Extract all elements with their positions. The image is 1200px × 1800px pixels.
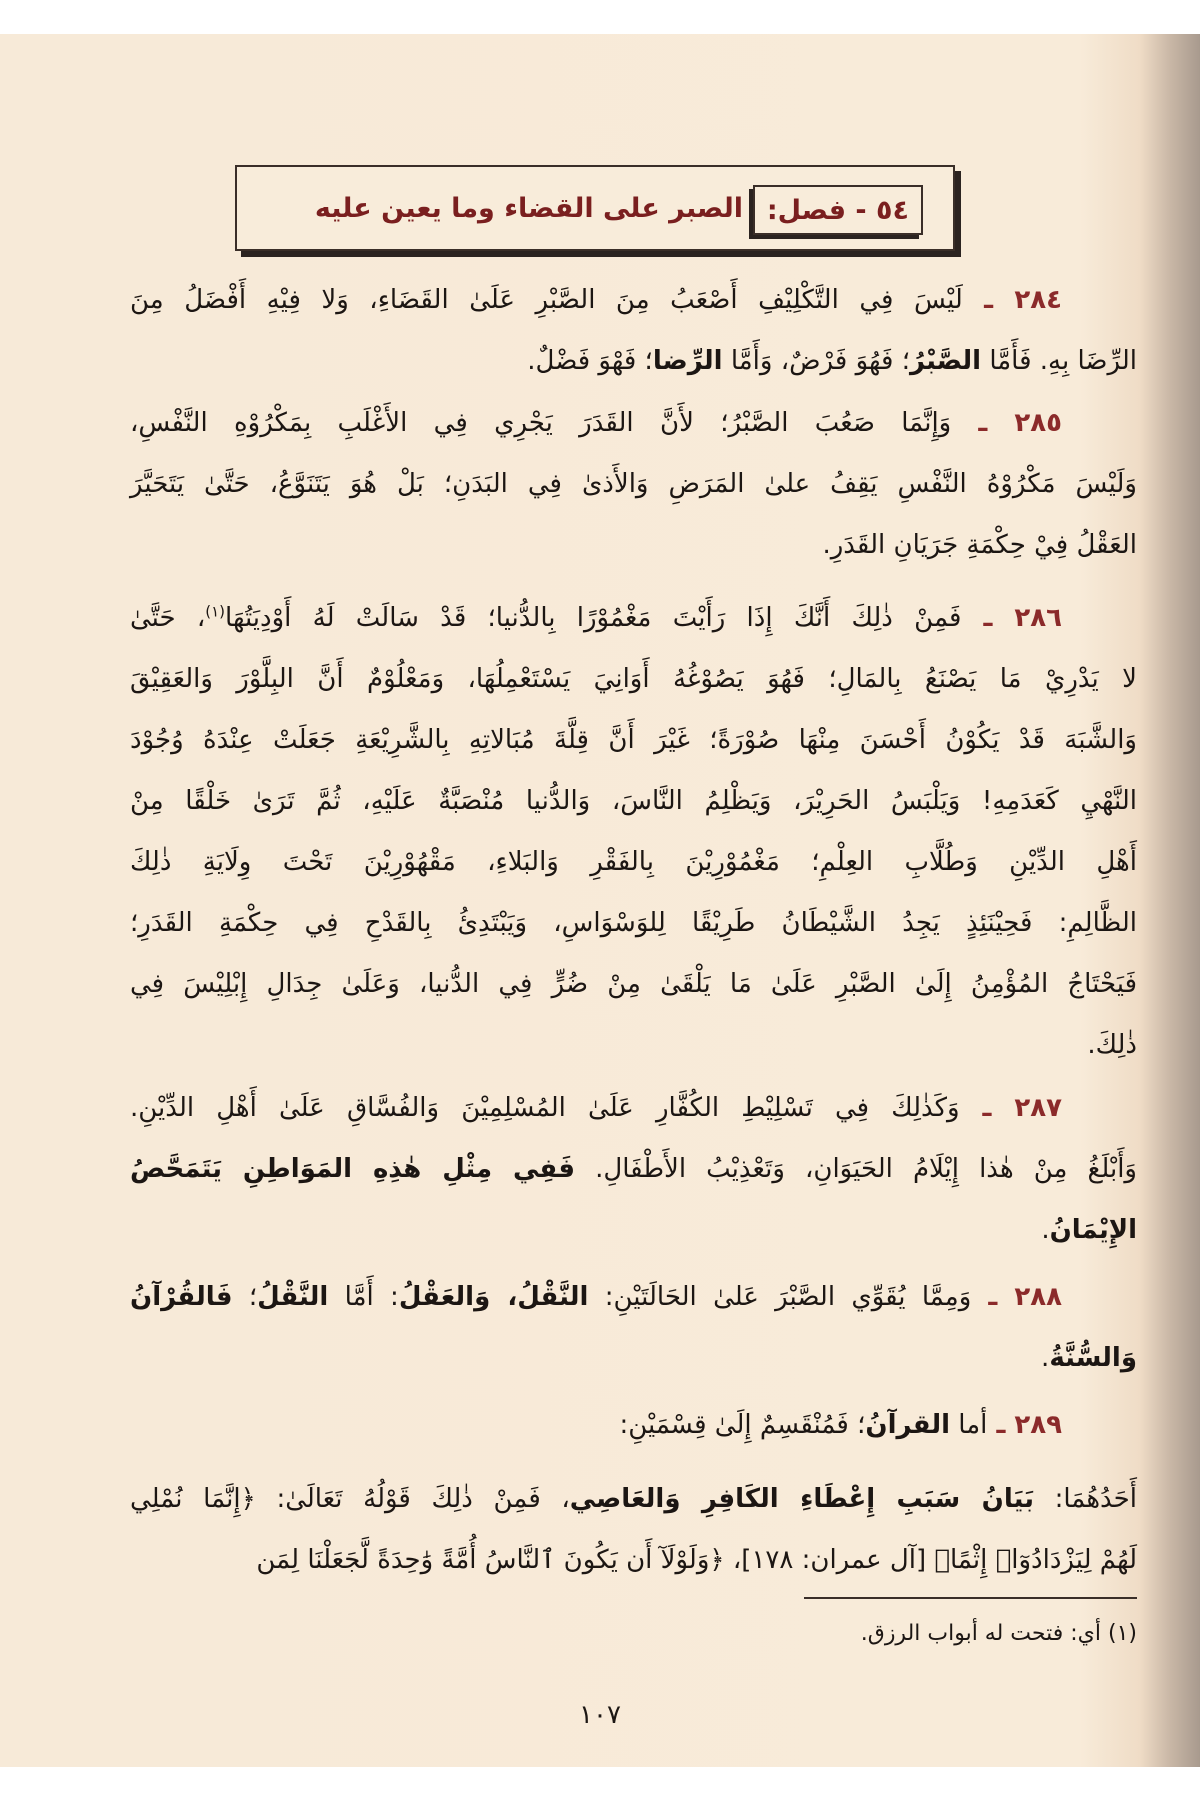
text-line (130, 588, 1137, 649)
paragraph (130, 588, 1137, 1076)
bold-text: الرِّضا (652, 346, 723, 376)
text-line (130, 1015, 1137, 1076)
text-line (130, 771, 1137, 832)
text-segment: فَيَحْتَاجُ المُؤْمِنُ إِلَىٰ الصَّبْرِ عَلَىٰ مَا يَلْقَىٰ مِنْ ضُرٍّ فِي الدُّنيا، وَعَلَىٰ جِدَالِ إِبْلِيْسَ فِي (130, 969, 1137, 999)
text-segment: ؛ فَمُنْقَسِمٌ إِلَىٰ قِسْمَيْنِ: (619, 1410, 866, 1440)
bold-text: الإِيْمَانُ (1049, 1215, 1137, 1245)
paragraph-number: ٢٨٧ ـ (959, 1093, 1062, 1123)
text-segment: أَحَدُهُمَا: (1033, 1484, 1137, 1514)
bold-text: النَّقْلُ (257, 1282, 329, 1312)
text-line (130, 331, 1137, 392)
paragraph-number: ٢٨٥ ـ (951, 408, 1062, 438)
footnote-reference: (١) (205, 602, 226, 621)
bold-text: فَالقُرْآنُ (130, 1282, 233, 1312)
chapter-title: الصبر على القضاء وما يعين عليه (314, 193, 743, 224)
page-number: ١٠٧ (579, 1700, 621, 1730)
text-line (130, 1200, 1137, 1261)
chapter-heading-box (235, 165, 955, 251)
text-line (130, 1139, 1137, 1200)
text-line (130, 1395, 1137, 1456)
bold-text: بَيَانُ سَبَبِ إِعْطَاءِ الكَافِرِ وَالعَاصِي (569, 1484, 1034, 1514)
text-segment: وَإِنَّمَا صَعُبَ الصَّبْرُ؛ لأَنَّ القَدَرَ يَجْرِي فِي الأَغْلَبِ بِمَكْرُوْهِ النَّفْسِ، (130, 408, 952, 438)
paragraph-number: ٢٨٨ ـ (971, 1282, 1062, 1312)
text-line (130, 515, 1137, 576)
paragraph (130, 1267, 1137, 1389)
text-line (130, 954, 1137, 1015)
text-line (130, 1328, 1137, 1389)
text-segment: ؛ فَهْوَ فَضْلٌ. (527, 346, 653, 376)
text-segment: ذٰلِكَ. (1087, 1030, 1137, 1060)
text-segment: . (1041, 1215, 1050, 1245)
text-line (130, 1469, 1137, 1530)
text-line (130, 649, 1137, 710)
text-segment: وَمِمَّا يُقَوِّي الصَّبْرَ عَلىٰ الحَالَتَيْنِ: (588, 1282, 972, 1312)
paragraph-number: ٢٨٦ ـ (961, 603, 1062, 633)
text-segment: وَالشَّبَهَ قَدْ يَكُوْنُ أَحْسَنَ مِنْهَا صُوْرَةً؛ غَيْرَ أَنَّ قِلَّةَ مُبَالاتِهِ بِالشَّرِيْعَةِ جَعَلَتْ عِنْدَهُ وُجُوْدَ (130, 725, 1137, 755)
text-line (130, 393, 1137, 454)
text-segment: ، حَتَّىٰ (130, 603, 206, 633)
paragraph-number: ٢٨٤ ـ (962, 285, 1062, 315)
bold-text: القرآنُ (865, 1410, 951, 1440)
text-line (130, 832, 1137, 893)
text-line (130, 1078, 1137, 1139)
bold-text: الصَّبْرُ (909, 346, 982, 376)
text-line (130, 1267, 1137, 1328)
text-line (130, 270, 1137, 331)
text-segment: لا يَدْرِيْ مَا يَصْنَعُ بِالمَالِ؛ فَهُوَ يَصُوْغُهُ أَوَانِيَ يَسْتَعْمِلُهَا، وَمَعْلُوْمٌ أَنَّ البِلَّوْرَ وَالعَقِيْقَ (130, 664, 1137, 694)
main-text (130, 270, 1137, 1591)
text-segment: الظَّالِمِ: فَحِيْنَئِذٍ يَجِدُ الشَّيْطَانُ طَرِيْقًا لِلوَسْوَاسِ، وَيَبْتَدِئُ بِالقَدْحِ فِي حِكْمَةِ القَدَرِ؛ (130, 908, 1137, 938)
text-line (130, 1530, 1137, 1591)
paragraph (130, 1469, 1137, 1591)
text-segment: الرِّضَا بِهِ. فَأَمَّا (981, 346, 1137, 376)
paragraph (130, 1078, 1137, 1261)
text-segment: أما (950, 1410, 988, 1440)
text-segment: ؛ (232, 1282, 258, 1312)
chapter-number-label: ٥٤ - فصل: (766, 194, 909, 226)
text-segment: النَّهْيِ كَعَدَمِهِ! وَيَلْبَسُ الحَرِيْرَ، وَيَظْلِمُ النَّاسَ، وَالدُّنيا مُنْصَبَّةٌ عَلَيْهِ، ثُمَّ تَرَىٰ خَلْقًا مِنْ (130, 786, 1137, 816)
bold-text: فَفِي مِثْلِ هٰذِهِ المَوَاطِنِ يَتَمَحَّصُ (130, 1154, 576, 1184)
text-segment: وَلَيْسَ مَكْرُوْهُ النَّفْسِ يَقِفُ علىٰ المَرَضِ وَالأَذىٰ فِي البَدَنِ؛ بَلْ هُوَ يَتَنَوَّعُ، حَتَّىٰ يَتَحَيَّرَ (130, 469, 1137, 499)
text-segment: أَهْلِ الدِّيْنِ وَطُلَّابِ العِلْمِ؛ مَغْمُوْرِيْنَ بِالفَقْرِ وَالبَلاءِ، مَقْهُوْرِيْنَ تَحْتَ وِلَايَةِ ذٰلِكَ (130, 847, 1137, 877)
paragraph (130, 270, 1137, 392)
text-segment: ؛ فَهُوَ فَرْضٌ، وَأَمَّا (722, 346, 910, 376)
bold-text: النَّقْلُ، وَالعَقْلُ (398, 1282, 589, 1312)
text-segment: لَيْسَ فِي التَّكْلِيْفِ أَصْعَبُ مِنَ الصَّبْرِ عَلَىٰ القَضَاءِ، وَلا فِيْهِ أَفْضَلُ مِنَ (130, 285, 963, 315)
paragraph (130, 393, 1137, 576)
text-line (130, 710, 1137, 771)
text-segment: ، فَمِنْ ذٰلِكَ قَوْلُهُ تَعَالَىٰ: ﴿إِنَّمَا نُمْلِي (130, 1484, 570, 1514)
text-line (130, 893, 1137, 954)
chapter-number-box (753, 185, 923, 235)
bold-text: وَالسُّنَّةُ (1049, 1343, 1137, 1373)
paragraph (130, 1395, 1137, 1456)
footnote-separator (804, 1597, 1137, 1599)
text-segment: : أَمَّا (328, 1282, 399, 1312)
text-segment: العَقْلُ فِيْ حِكْمَةِ جَرَيَانِ القَدَرِ. (822, 530, 1137, 560)
text-line (130, 454, 1137, 515)
text-segment: وَأَبْلَغُ مِنْ هٰذا إِيْلَامُ الحَيَوَانِ، وَتَعْذِيْبُ الأَطْفَالِ. (575, 1154, 1137, 1184)
paragraph-number: ٢٨٩ ـ (987, 1410, 1062, 1440)
text-segment: وَكَذٰلِكَ فِي تَسْلِيْطِ الكُفَّارِ عَلَىٰ المُسْلِمِيْنَ وَالفُسَّاقِ عَلَىٰ أَهْلِ الدِّيْنِ. (130, 1093, 960, 1123)
footnote: (١) أي: فتحت له أبواب الرزق. (860, 1621, 1137, 1646)
text-segment: لَهُمْ لِيَزْدَادُوٓا۟ إِثْمًا﴾ [آل عمران: ١٧٨]، ﴿وَلَوْلَآ أَن يَكُونَ ٱلنَّاسُ أُمَّةً وَٰحِدَةً لَّجَعَلْنَا لِمَن (256, 1545, 1137, 1575)
text-segment: . (1041, 1343, 1050, 1373)
text-segment: فَمِنْ ذٰلِكَ أَنَّكَ إِذَا رَأَيْتَ مَغْمُوْرًا بِالدُّنيا؛ قَدْ سَالَتْ لَهُ أَوْدِيَتُهَا (225, 603, 962, 633)
